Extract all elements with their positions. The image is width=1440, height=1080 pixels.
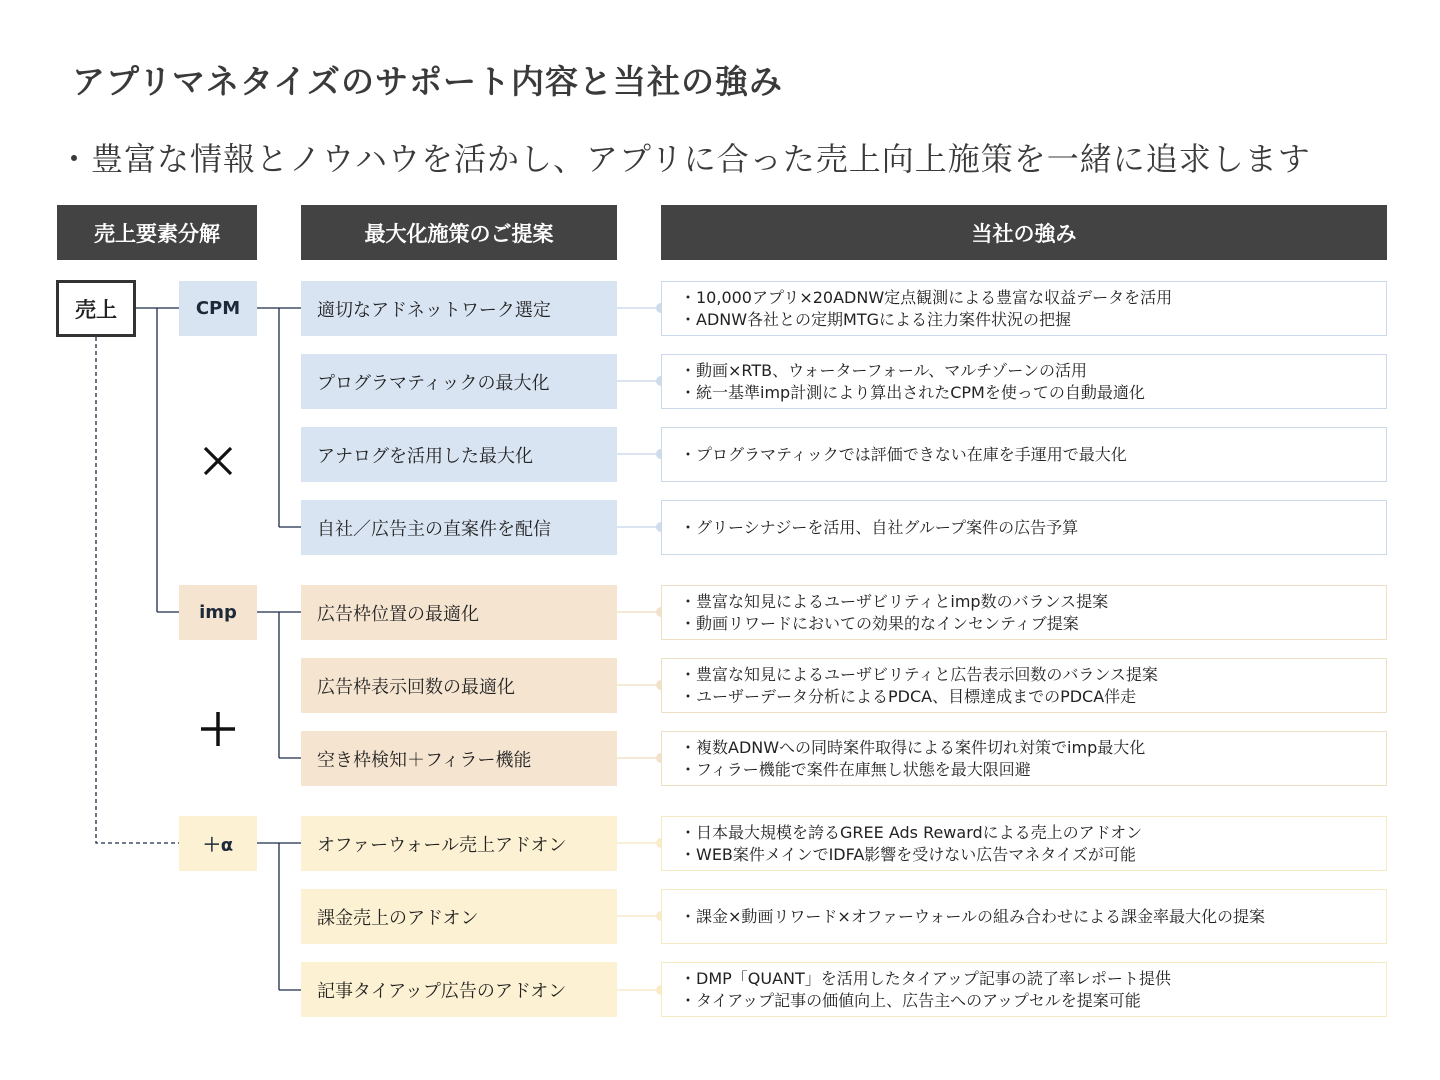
strength-line: ・タイアップ記事の価値向上、広告主へのアップセルを提案可能: [680, 990, 1141, 1010]
strength-line: ・豊富な知見によるユーザビリティとimp数のバランス提案: [680, 591, 1109, 611]
plus-icon: [192, 703, 244, 755]
header-proposals: 最大化施策のご提案: [301, 205, 617, 260]
multiply-icon: [192, 435, 244, 487]
header-decomposition: 売上要素分解: [57, 205, 257, 260]
strength-line: ・日本最大規模を誇るGREE Ads Rewardによる売上のアドオン: [680, 822, 1143, 842]
tactic-box: 空き枠検知＋フィラー機能: [301, 731, 617, 786]
tactic-box: 自社／広告主の直案件を配信: [301, 500, 617, 555]
factor-imp: imp: [179, 585, 257, 640]
strength-line: ・動画リワードにおいての効果的なインセンティブ提案: [680, 613, 1079, 633]
strength-line: ・DMP「QUANT」を活用したタイアップ記事の読了率レポート提供: [680, 968, 1171, 988]
strength-box: [661, 889, 1387, 944]
tactic-box: 記事タイアップ広告のアドオン: [301, 962, 617, 1017]
strength-line: ・複数ADNWへの同時案件取得による案件切れ対策でimp最大化: [680, 737, 1146, 757]
strength-box: [661, 962, 1387, 1017]
strength-line: ・WEB案件メインでIDFA影響を受けない広告マネタイズが可能: [680, 844, 1136, 864]
strength-line: ・フィラー機能で案件在庫無し状態を最大限回避: [680, 759, 1031, 779]
strength-line: ・ユーザーデータ分析によるPDCA、目標達成までのPDCA伴走: [680, 686, 1137, 706]
tactic-box: 広告枠位置の最適化: [301, 585, 617, 640]
tactic-box: 課金売上のアドオン: [301, 889, 617, 944]
strength-line: ・ADNW各社との定期MTGによる注力案件状況の把握: [680, 309, 1072, 329]
strength-box: [661, 658, 1387, 713]
tactic-box: プログラマティックの最大化: [301, 354, 617, 409]
connector-root-alpha: [96, 337, 179, 843]
strength-line: ・動画×RTB、ウォーターフォール、マルチゾーンの活用: [680, 360, 1087, 380]
strength-box: [661, 500, 1387, 555]
strength-box: [661, 427, 1387, 482]
strength-line: ・プログラマティックでは評価できない在庫を手運用で最大化: [680, 444, 1127, 464]
strength-line: ・10,000アプリ×20ADNW定点観測による豊富な収益データを活用: [680, 287, 1173, 307]
strength-box: [661, 354, 1387, 409]
header-strengths: 当社の強み: [661, 205, 1387, 260]
strength-box: [661, 281, 1387, 336]
strength-box: [661, 585, 1387, 640]
page-title: アプリマネタイズのサポート内容と当社の強み: [72, 62, 784, 101]
root-node-sales: 売上: [56, 280, 136, 337]
strength-line: ・豊富な知見によるユーザビリティと広告表示回数のバランス提案: [680, 664, 1158, 684]
factor-cpm: CPM: [179, 281, 257, 336]
page-subtitle: ・豊富な情報とノウハウを活かし、アプリに合った売上向上施策を一緒に追求します: [58, 140, 1311, 178]
tactic-box: 広告枠表示回数の最適化: [301, 658, 617, 713]
tactic-box: アナログを活用した最大化: [301, 427, 617, 482]
strength-box: [661, 731, 1387, 786]
strength-box: [661, 816, 1387, 871]
strength-line: ・課金×動画リワード×オファーウォールの組み合わせによる課金率最大化の提案: [680, 906, 1266, 926]
strength-line: ・グリーシナジーを活用、自社グループ案件の広告予算: [680, 517, 1079, 537]
factor-alpha: ＋α: [179, 816, 257, 871]
tactic-box: 適切なアドネットワーク選定: [301, 281, 617, 336]
strength-line: ・統一基準imp計測により算出されたCPMを使っての自動最適化: [680, 382, 1145, 402]
tactic-box: オファーウォール売上アドオン: [301, 816, 617, 871]
